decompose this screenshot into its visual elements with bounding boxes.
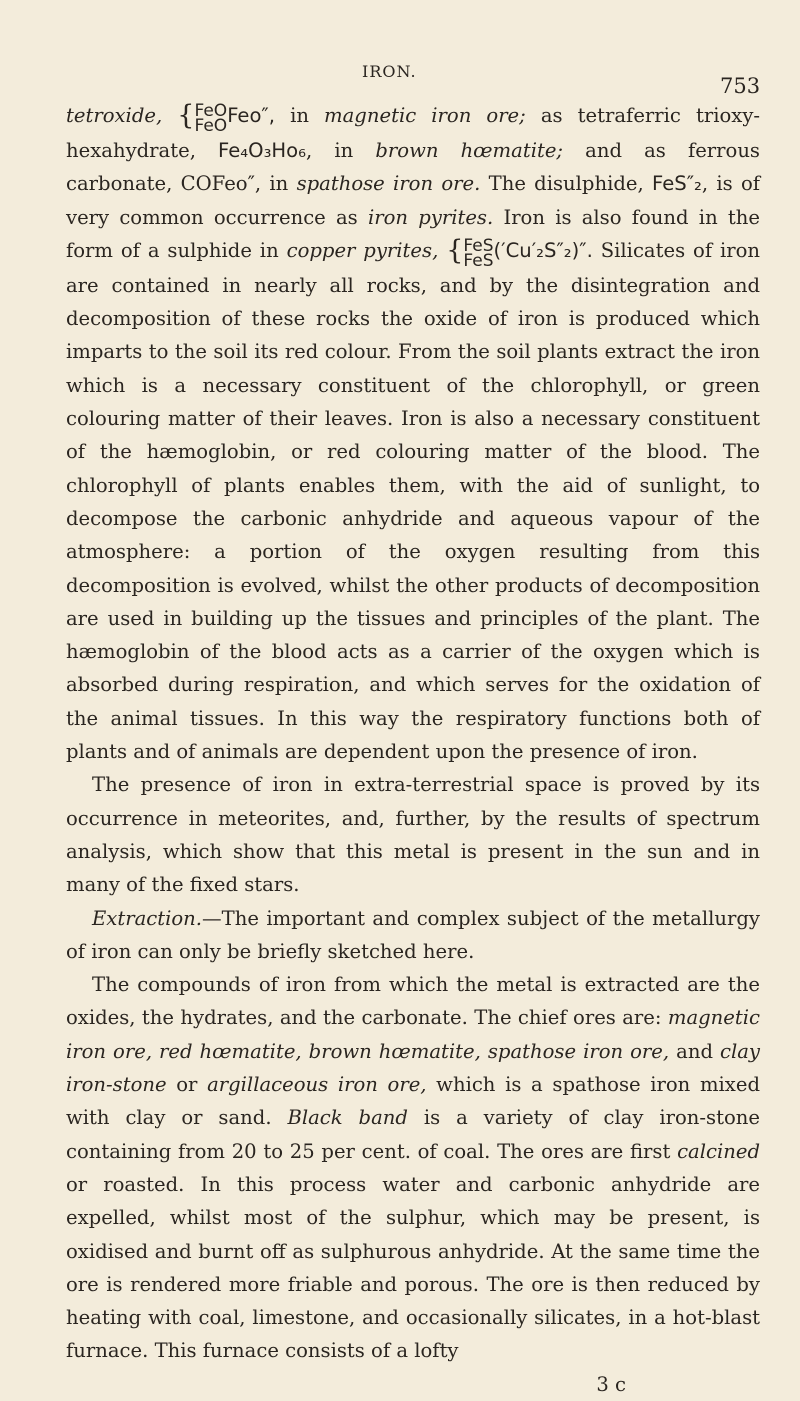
term-argillaceous-iron-ore: argillaceous iron ore, <box>207 1073 427 1097</box>
term-calcined: calcined <box>677 1139 760 1163</box>
signature-mark: 3 c <box>596 1372 626 1396</box>
paragraph-ores: The compounds of iron from which the metal is extracted are the oxides, the hydrates, and the carbonate. The chief ores are: magnetic iron ore, red hœmatite, brown hœmatite, spathose iron ore, and clay iron-stone or argillaceous iron ore, which is a spathose iron mixed with clay or sand. Black band is a variety of clay iron-stone containing from 20 to 25 per cent. of coal. The ores are first calcined or roasted. In this process water and carbonic anhydride are expelled, whilst most of the sulphur, which may be present, is oxidised and burnt off as sulphurous anhydride. At the same time the ore is rendered more friable and porous. The ore is then reduced by heating with coal, limestone, and occasionally silicates, in a hot-blast furnace. This furnace consists of a lofty <box>66 973 760 1363</box>
term-copper-pyrites: copper pyrites, <box>286 238 439 262</box>
term-black-band: Black band <box>287 1106 408 1130</box>
heading-extraction: Extraction. <box>92 906 203 930</box>
term-tetroxide: tetroxide, <box>66 104 163 127</box>
formula-fes-tail: (′Cu′₂S″₂)″. <box>493 238 593 262</box>
paragraph-extraction: Extraction.—The important and complex subject of the metallurgy of iron can only be briefly sketched here. <box>66 906 760 963</box>
paragraph-iron-ores: tetroxide, { FeO FeO Feo″, in magnetic iron ore; as tetraferric trioxy-hexahydrate, Fe₄O₃Ho₆, in brown hœmatite; and as ferrous carbonate, COFeo″, in spathose iron ore. The disulphide, FeS″₂, is of very common occurrence as iron pyrites. Iron is also found in the form of a sulphide in copper pyrites, { FeS FeS (′Cu′₂S″₂)″. Silicates of iron are contained in nearly all rocks, and by the disintegration and decomposition of these rocks the oxide of iron is produced which imparts to the soil its red colour. From the soil plants extract the iron which is a necessary constituent of the chlorophyll, or green colouring matter of their leaves. Iron is also a necessary constituent of the hæmoglobin, or red colouring matter of the blood. The chlorophyll of plants enables them, with the aid of sunlight, to decompose the carbonic anhydride and aqueous vapour of the atmosphere: a portion of the oxygen resulting from this decomposition is evolved, whilst the other products of decomposition are used in building up the tissues and principles of the plant. The hæmoglobin of the blood acts as a carrier of the oxygen which is absorbed during respiration, and which serves for the oxidation of the animal tissues. In this way the respiratory functions both of plants and of animals are dependent upon the presence of iron. <box>66 100 761 764</box>
formula-feo-tail: Feo″, <box>227 104 275 127</box>
term-magnetic-iron-ore: magnetic iron ore; <box>324 104 526 127</box>
term-iron-pyrites: iron pyrites. <box>367 205 494 229</box>
term-brown-haematite: brown hœmatite; <box>375 139 564 162</box>
page-number: 753 <box>720 74 761 98</box>
term-spathose-iron-ore: spathose iron ore. <box>296 172 481 196</box>
formula-hexahydrate: Fe₄O₃Ho₆ <box>218 139 307 162</box>
formula-disulphide: FeS″₂ <box>652 172 702 196</box>
formula-stack-feo: FeO FeO <box>194 101 228 136</box>
running-header <box>0 62 800 98</box>
term-ore-list: magnetic iron ore, red hœmatite, brown hœmatite, spathose iron ore, <box>66 1006 760 1063</box>
term-clay-iron-stone: clay iron-stone <box>66 1039 760 1097</box>
formula-stack-fes: FeS FeS <box>463 235 494 271</box>
left-brace: { <box>177 100 195 131</box>
running-title: IRON. <box>362 62 417 81</box>
left-brace: { <box>446 234 464 266</box>
body-text <box>66 99 760 1401</box>
paragraph-extraterrestrial: The presence of iron in extra-terrestrial space is proved by its occurrence in meteorites, and, further, by the results of spectrum analysis, which show that this metal is present in the sun and in many of the fixed stars. <box>66 773 760 897</box>
